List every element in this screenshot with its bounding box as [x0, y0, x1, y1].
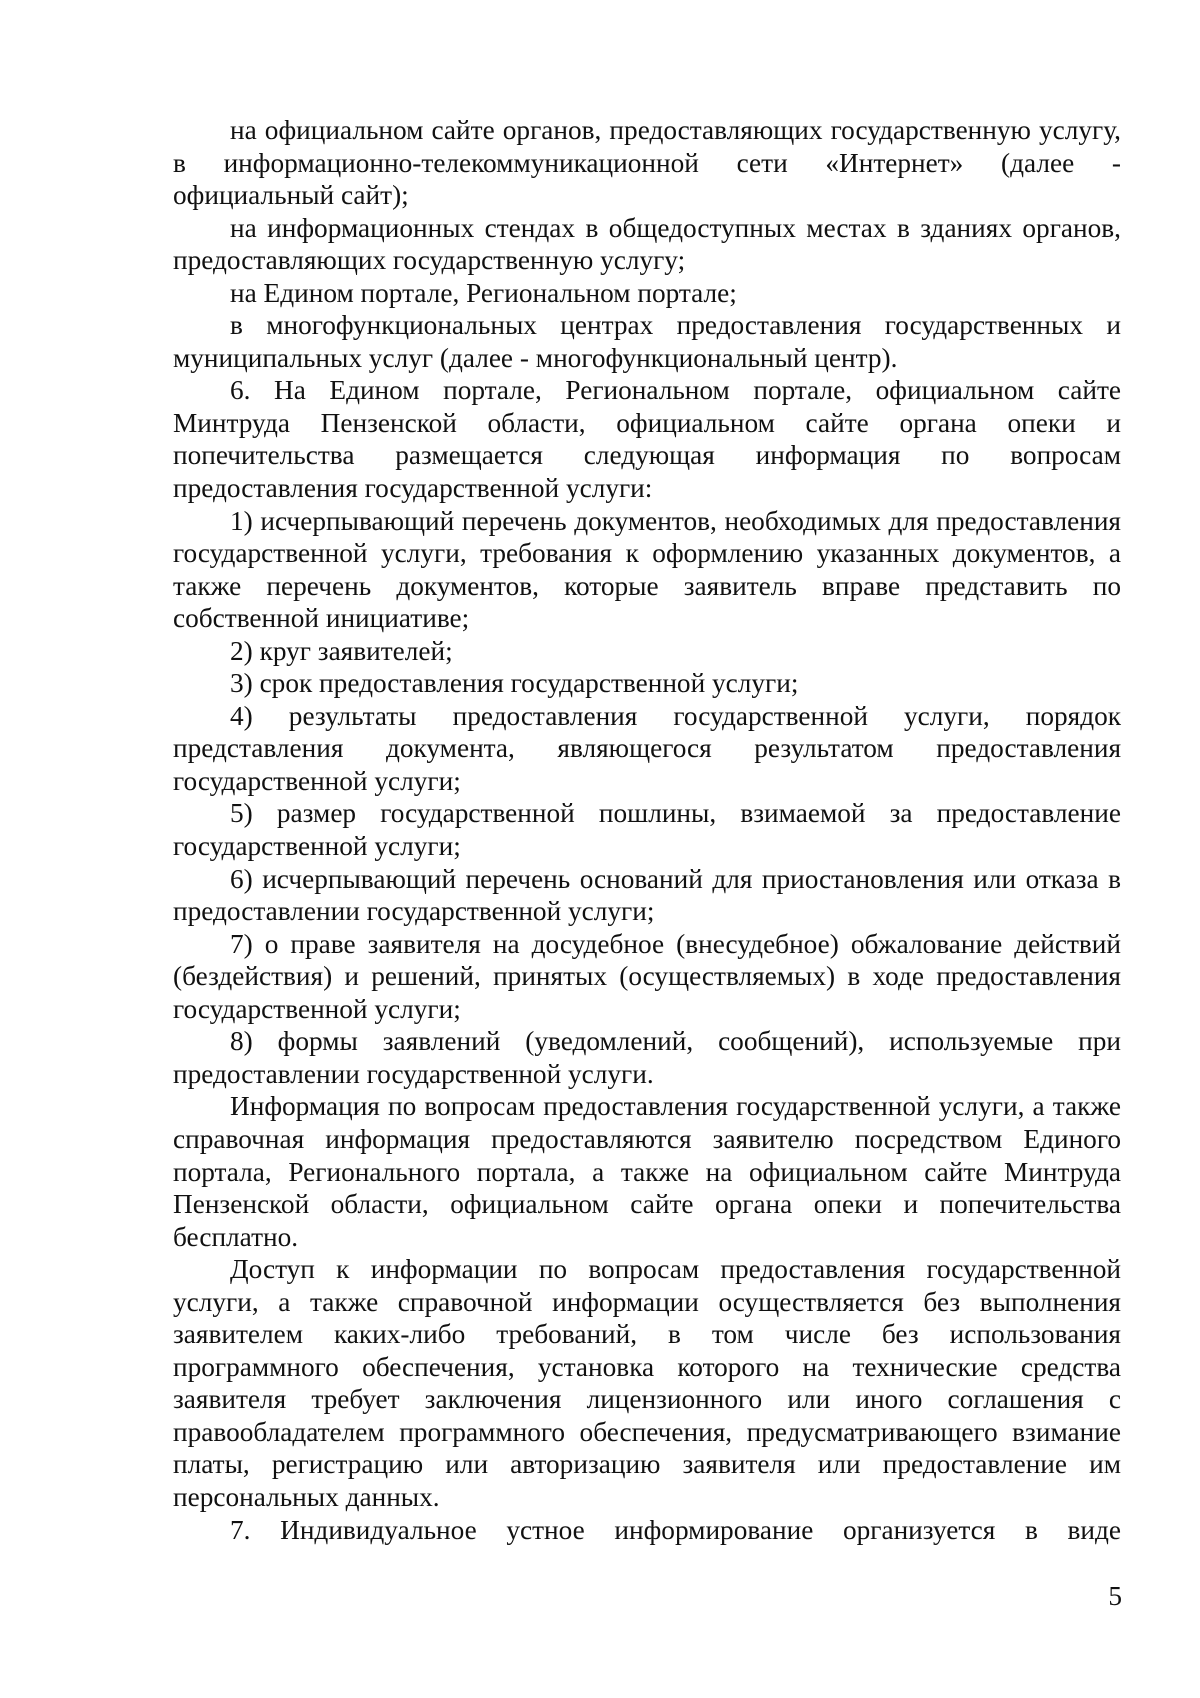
- list-item-8: 8) формы заявлений (уведомлений, сообщений), используемые при предоставлении государственной услуги.: [173, 1026, 1121, 1089]
- list-item-1: 1) исчерпывающий перечень документов, необходимых для предоставления государственной услуги, требования к оформлению указанных документов, а также перечень документов, которые заявитель вправе представить по собственной инициативе;: [173, 505, 1121, 634]
- paragraph-item-7: 7. Индивидуальное устное информирование организуется в виде: [230, 1514, 1121, 1545]
- paragraph-mfc: в многофункциональных центрах предоставления государственных и муниципальных услуг (далее - многофункциональный центр).: [173, 310, 1121, 373]
- document-body: [173, 114, 1121, 1546]
- list-item-3: 3) срок предоставления государственной услуги;: [230, 668, 799, 699]
- list-item-6: 6) исчерпывающий перечень оснований для приостановления или отказа в предоставлении государственной услуги;: [173, 863, 1121, 927]
- paragraph-item-6: 6. На Едином портале, Региональном портале, официальном сайте Минтруда Пензенской области, официальном сайте органа опеки и попечительства размещается следующая информация по вопросам предоставления государственной услуги:: [173, 375, 1121, 504]
- page-number: 5: [1108, 1581, 1122, 1611]
- list-item-2: 2) круг заявителей;: [230, 635, 453, 666]
- paragraph-access: Доступ к информации по вопросам предоставления государственной услуги, а также справочной информации осуществляется без выполнения заявителем каких-либо требований, в том числе без использования программного обеспечения, установка которого на технические средства заявителя требует заключения лицензионного или иного соглашения с правообладателем программного обеспечения, предусматривающего взимание платы, регистрацию или авторизацию заявителя или предоставление им персональных данных.: [173, 1254, 1121, 1512]
- paragraph-info-stands: на информационных стендах в общедоступных местах в зданиях органов, предоставляющих государственную услугу;: [173, 212, 1121, 276]
- paragraph-info-free: Информация по вопросам предоставления государственной услуги, а также справочная информация предоставляются заявителю посредством Единого портала, Регионального портала, а также на официальном сайте Минтруда Пензенской области, официальном сайте органа опеки и попечительства бесплатно.: [173, 1091, 1121, 1252]
- paragraph-official-site: на официальном сайте органов, предоставляющих государственную услугу, в информационно-телекоммуникационной сети «Интернет» (далее - официальный сайт);: [173, 115, 1121, 211]
- paragraph-unified-portal: на Едином портале, Региональном портале;: [230, 277, 737, 308]
- list-item-5: 5) размер государственной пошлины, взимаемой за предоставление государственной услуги;: [173, 798, 1121, 862]
- list-item-7: 7) о праве заявителя на досудебное (внесудебное) обжалование действий (бездействия) и решений, принятых (осуществляемых) в ходе предоставления государственной услуги;: [173, 928, 1121, 1024]
- list-item-4: 4) результаты предоставления государственной услуги, порядок представления документа, являющегося результатом предоставления государственной услуги;: [173, 700, 1121, 796]
